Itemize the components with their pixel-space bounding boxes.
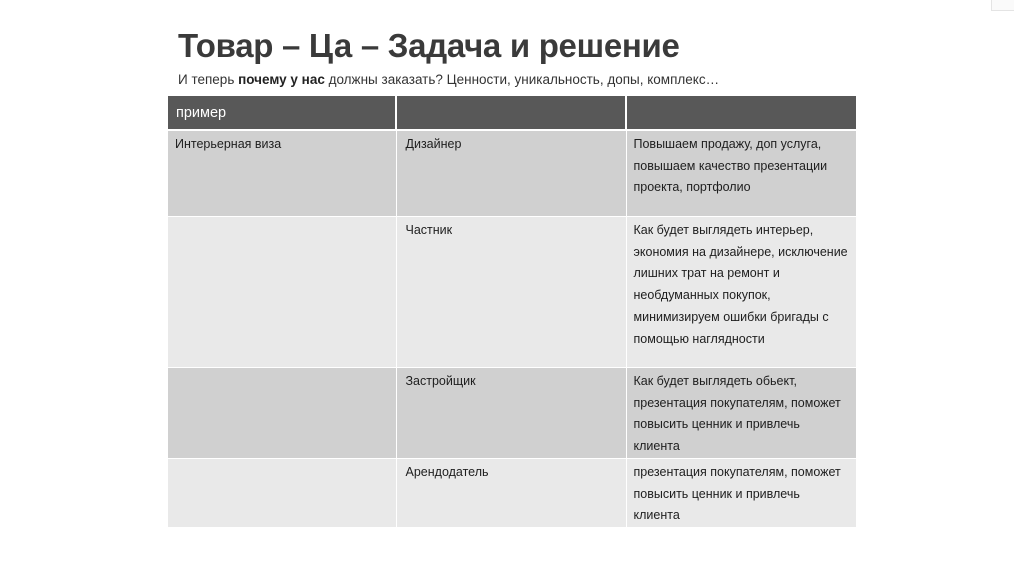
product-cell bbox=[168, 217, 396, 368]
subtitle-text-end: должны заказать? Ценности, уникальность, допы, комплекс… bbox=[324, 72, 720, 87]
slide-title: Товар – Ца – Задача и решение bbox=[178, 27, 680, 64]
table-header-cell bbox=[626, 96, 856, 130]
product-cell bbox=[168, 458, 396, 527]
solution-cell: Повышаем продажу, доп услуга, повышаем качество презентации проекта, портфолио bbox=[626, 130, 856, 217]
solution-cell: презентация покупателям, поможет повысить ценник и привлечь клиента bbox=[626, 458, 856, 527]
audience-cell: Арендодатель bbox=[396, 458, 626, 527]
table-header-cell bbox=[396, 96, 626, 130]
product-cell: Интерьерная виза bbox=[168, 130, 396, 217]
solution-cell: Как будет выглядеть обьект, презентация покупателям, поможет повысить ценник и привлечь клиента bbox=[626, 368, 856, 459]
table-header-row bbox=[168, 96, 856, 130]
table-row bbox=[168, 217, 856, 368]
subtitle-emphasis: почему у нас bbox=[238, 72, 325, 87]
product-cell bbox=[168, 368, 396, 459]
subtitle-text-start: И теперь bbox=[178, 72, 239, 87]
table-row bbox=[168, 130, 856, 217]
table-header-cell: пример bbox=[168, 96, 396, 130]
slide-corner-mark bbox=[991, 0, 1014, 11]
audience-cell: Частник bbox=[396, 217, 626, 368]
audience-cell: Застройщик bbox=[396, 368, 626, 459]
audience-cell: Дизайнер bbox=[396, 130, 626, 217]
example-table bbox=[168, 96, 856, 528]
slide-subtitle bbox=[178, 72, 719, 87]
table-row bbox=[168, 458, 856, 527]
table-row bbox=[168, 368, 856, 459]
solution-cell: Как будет выглядеть интерьер, экономия на дизайнере, исключение лишних трат на ремонт и необдуманных покупок, минимизируем ошибки бригады с помощью наглядности bbox=[626, 217, 856, 368]
